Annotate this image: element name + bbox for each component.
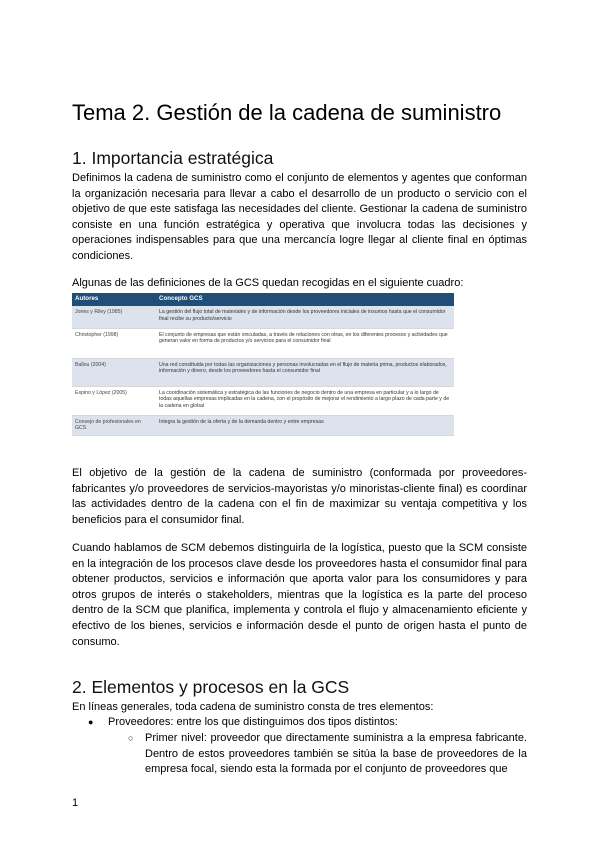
cell-author: Espino y López (2005) bbox=[72, 386, 156, 415]
table-header-row bbox=[72, 293, 454, 306]
gcs-definitions-table bbox=[72, 293, 454, 436]
document-title: Tema 2. Gestión de la cadena de suministro bbox=[72, 100, 502, 125]
cell-author: Ballou (2004) bbox=[72, 358, 156, 386]
paragraph-objetivo: El objetivo de la gestión de la cadena de suministro (conformada por proveedores-fabricantes y/o proveedores de servicios-mayoristas y/o minoristas-cliente final) es coordinar las actividades dentro de la cadena con el fin de maximizar su ventaja competitiva y los beneficios para el consumidor final. bbox=[72, 467, 527, 526]
table-row bbox=[72, 415, 454, 435]
list-item-proveedores: Proveedores: entre los que distinguimos dos tipos distintos: bbox=[108, 716, 398, 728]
paragraph-scm-logistica: Cuando hablamos de SCM debemos distinguirla de la logística, puesto que la SCM consiste en la integración de los procesos clave desde los proveedores hasta el consumidor final para obtener productos, servicios e información que aporta valor para los consumidores y para otros grupos de interés o stakeholders, mientras que la logística es la parte del proceso dentro de la SCM que planifica, implementa y controla el flujo y almacenamiento eficiente y efectivo de los bienes, servicios e información desde el punto de origen hasta el punto de consumo. bbox=[72, 542, 527, 648]
header-concepto: Concepto GCS bbox=[156, 293, 454, 306]
cell-author: Jones y Riley (1985) bbox=[72, 306, 156, 328]
bullet-dot-icon: ● bbox=[88, 717, 94, 727]
list-subitem-primer-nivel: Primer nivel: proveedor que directamente suministra a la empresa fabricante. Dentro de estos proveedores también se sitúa la base de proveedores de la empresa focal, siendo esta la formada por el conjunto de proveedores que bbox=[145, 732, 527, 776]
section-heading-elementos: 2. Elementos y procesos en la GCS bbox=[72, 677, 350, 697]
page-number: 1 bbox=[72, 797, 79, 809]
cell-concept: La gestión del flujo total de materiales y de información desde los proveedores iniciales de insumos hasta que el consumidor final recibe su producto/servicio bbox=[156, 306, 454, 328]
paragraph-definicion: Definimos la cadena de suministro como el conjunto de elementos y agentes que conforman la organización necesaria para llevar a cabo el desarrollo de un producto o servicio con el objetivo de que este satisfaga las necesidades del cliente. Gestionar la cadena de suministro consiste en una función estratégica y operativa que involucra todas las decisiones y operaciones indispensables para que una mercancía logre llegar al cliente final en óptimas condiciones. bbox=[72, 172, 527, 262]
table-row bbox=[72, 386, 454, 415]
cell-concept: Una red constituida por todas las organizaciones y personas involucradas en el flujo de materia prima, productos elaborados, información y dinero, desde los proveedores hasta el consumidor final bbox=[156, 358, 454, 386]
bullet-circle-icon: ○ bbox=[128, 733, 134, 743]
cell-concept: Integra la gestión de la oferta y de la demanda dentro y entre empresas bbox=[156, 415, 454, 435]
table-row bbox=[72, 328, 454, 358]
cell-concept: El conjunto de empresas que están vinculadas, a través de relaciones con otras, en los diferentes procesos y actividades que generan valor en forma de productos y/o servicios para el consumidor final bbox=[156, 328, 454, 358]
table-row bbox=[72, 358, 454, 386]
table-caption: Algunas de las definiciones de la GCS quedan recogidas en el siguiente cuadro: bbox=[72, 277, 464, 289]
cell-author: Consejo de profesionales en GCS bbox=[72, 415, 156, 435]
paragraph-intro-elementos: En líneas generales, toda cadena de suministro consta de tres elementos: bbox=[72, 701, 434, 713]
section-heading-importancia: 1. Importancia estratégica bbox=[72, 148, 274, 168]
header-autores: Autores bbox=[72, 293, 156, 306]
cell-concept: La coordinación sistemática y estratégica de las funciones de negocio dentro de una empresa en particular y a lo largo de todas aquellas empresas implicadas en la cadena, con el propósito de mejorar el rendimiento a largo plazo de cada parte y de la cadena en global bbox=[156, 386, 454, 415]
table-row bbox=[72, 306, 454, 328]
cell-author: Christopher (1998) bbox=[72, 328, 156, 358]
